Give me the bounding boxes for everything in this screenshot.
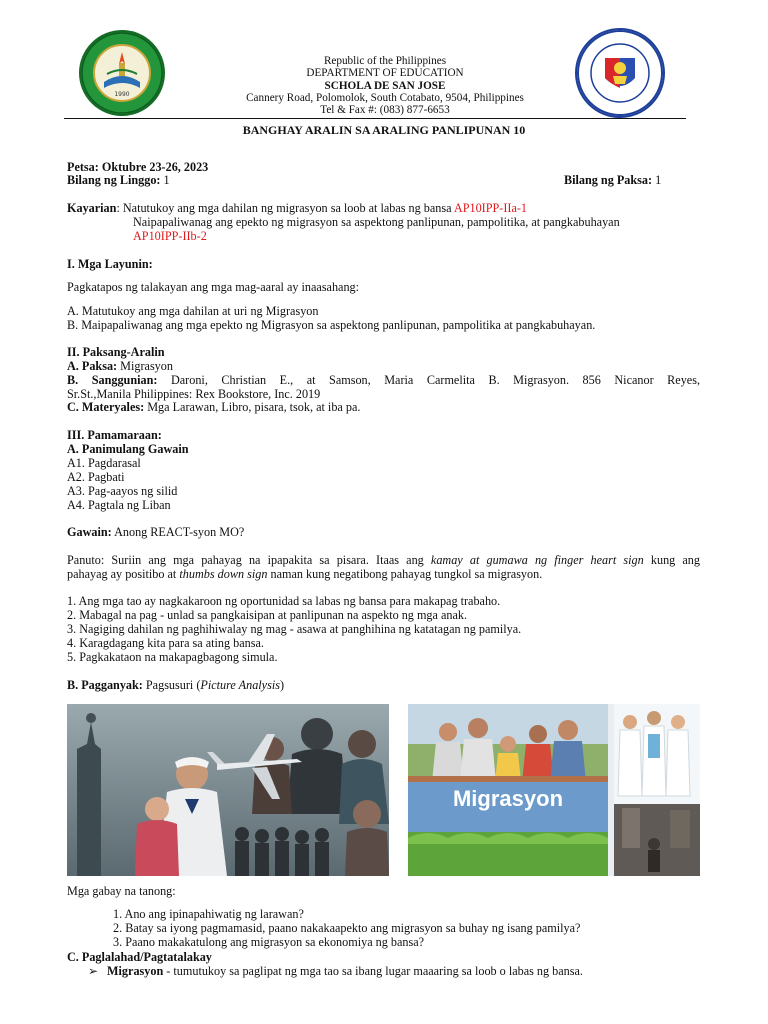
- pagganyak-italic: Picture Analysis: [200, 678, 280, 692]
- kayarian-line1: [67, 201, 527, 215]
- materyales-value: Mga Larawan, Libro, pisara, tsok, at iba pa.: [144, 400, 361, 414]
- gabay-item: 3. Paano makakatulong ang migrasyon sa ekonomiya ng bansa?: [113, 935, 425, 949]
- bilang-linggo-value: 1: [160, 173, 170, 187]
- layunin-intro: Pagkatapos ng talakayan ang mga mag-aaral ay inaasahang:: [67, 280, 360, 294]
- panuto-text: Panuto: Suriin ang mga pahayag na ipapakita sa pisara. Itaas ang: [67, 553, 431, 567]
- layunin-a: A. Matutukoy ang mga dahilan at uri ng Migrasyon: [67, 304, 319, 318]
- statement-item: 1. Ang mga tao ay nagkakaroon ng oportunidad sa labas ng bansa para makapag trabaho.: [67, 594, 501, 608]
- panuto-text: naman kung negatibong pahayag tungkol sa migrasyon.: [267, 567, 543, 581]
- gabay-intro: Mga gabay na tanong:: [67, 884, 176, 898]
- paglalahad-definition: [88, 964, 583, 978]
- panuto-line2: [67, 567, 542, 581]
- panuto-text: kung ang: [643, 553, 700, 567]
- page-title: BANGHAY ARALIN SA ARALING PANLIPUNAN 10: [242, 123, 526, 137]
- gawain-value: Anong REACT-syon MO?: [111, 525, 245, 539]
- sanggunian-line1: [67, 373, 700, 387]
- school-seal-logo: [79, 30, 165, 116]
- gabay-item: 1. Ano ang ipinapahiwatig ng larawan?: [113, 907, 304, 921]
- header-divider: [64, 118, 686, 119]
- svg-text:1990: 1990: [114, 91, 130, 98]
- pamamaraan-item: A1. Pagdarasal: [67, 456, 141, 470]
- petsa: Petsa: Oktubre 23-26, 2023: [67, 160, 209, 174]
- panuto-text: pahayag ay positibo at: [67, 567, 180, 581]
- header-department: DEPARTMENT OF EDUCATION: [306, 67, 464, 79]
- sanggunian-text1: Daroni, Christian E., at Samson, Maria Carmelita B. Migrasyon. 856 Nicanor Reyes,: [157, 373, 701, 387]
- materyales-label: C. Materyales:: [67, 400, 145, 414]
- pagganyak-text: Pagsusuri (: [142, 678, 201, 692]
- statement-item: 4. Karagdagang kita para sa ating bansa.: [67, 636, 264, 650]
- kayarian-text1: : Natutukoy ang mga dahilan ng migrasyon sa loob at labas ng bansa: [116, 201, 454, 215]
- deped-seal-logo: [575, 28, 665, 118]
- layunin-b: B. Maipapaliwanag ang mga epekto ng Migrasyon sa aspektong panlipunan, pampolitika at pangkabuhayan.: [67, 318, 596, 332]
- pamamaraan-item: A2. Pagbati: [67, 470, 125, 484]
- image-caption-migrasyon: Migrasyon: [452, 786, 564, 811]
- bilang-paksa-value: 1: [652, 173, 662, 187]
- gabay-item: 2. Batay sa iyong pagmamasid, paano nakakaapekto ang migrasyon sa buhay ng isang pamilya?: [113, 921, 581, 935]
- panuto-italic: kamay at gumawa ng finger heart sign: [430, 553, 644, 567]
- kayarian-text2: Naipapaliwanag ang epekto ng migrasyon sa aspektong panlipunan, pampolitika, at pangkabuhayan: [133, 215, 620, 229]
- header-telfax: Tel & Fax #: (083) 877-6653: [320, 104, 450, 116]
- kayarian-code1: AP10IPP-IIa-1: [453, 201, 528, 215]
- statement-item: 5. Pagkakataon na makapagbagong simula.: [67, 650, 278, 664]
- kayarian-code2: AP10IPP-IIb-2: [133, 229, 207, 243]
- paksang-aralin-heading: II. Paksang-Aralin: [67, 345, 165, 359]
- kayarian-label: Kayarian: [67, 201, 117, 215]
- bilang-paksa: [564, 173, 661, 187]
- term-migrasyon: Migrasyon: [107, 964, 164, 978]
- panimulang-gawain: A. Panimulang Gawain: [67, 442, 189, 456]
- panuto-line1: [67, 553, 700, 567]
- paksa-value: Migrasyon: [117, 359, 173, 373]
- arrow-bullet-icon: ➢: [88, 964, 99, 978]
- definition-text: - tumutukoy sa paglipat ng mga tao sa ibang lugar maaaring sa loob o labas ng bansa.: [163, 964, 583, 978]
- pamamaraan-item: A3. Pag-aayos ng silid: [67, 484, 178, 498]
- bilang-linggo: [67, 173, 170, 187]
- migrasyon-family-image: [408, 704, 700, 876]
- migration-collage-image: [67, 704, 389, 876]
- header-address: Cannery Road, Polomolok, South Cotabato, 9504, Philippines: [246, 92, 524, 104]
- pagganyak-text: ): [279, 678, 285, 692]
- paksa-line: [67, 359, 173, 373]
- gawain-line: [67, 525, 244, 539]
- paglalahad-heading: C. Paglalahad/Pagtatalakay: [67, 950, 212, 964]
- materyales-line: [67, 400, 360, 414]
- pagganyak-line: [67, 678, 284, 692]
- gawain-label: Gawain:: [67, 525, 112, 539]
- paksa-label: A. Paksa:: [67, 359, 118, 373]
- pamamaraan-heading: III. Pamamaraan:: [67, 428, 162, 442]
- sanggunian-label: B. Sanggunian:: [67, 373, 158, 387]
- panuto-italic: thumbs down sign: [179, 567, 268, 581]
- bilang-paksa-label: Bilang ng Paksa:: [564, 173, 653, 187]
- pagganyak-label: B. Pagganyak:: [67, 678, 143, 692]
- bilang-linggo-label: Bilang ng Linggo:: [67, 173, 161, 187]
- pamamaraan-item: A4. Pagtala ng Liban: [67, 498, 171, 512]
- layunin-heading: I. Mga Layunin:: [67, 257, 153, 271]
- header-school: SCHOLA DE SAN JOSE: [324, 80, 446, 92]
- header-republic: Republic of the Philippines: [323, 55, 447, 67]
- statement-item: 3. Nagiging dahilan ng paghihiwalay ng mag - asawa at panghihina ng katatagan ng pamilya.: [67, 622, 522, 636]
- statement-item: 2. Mabagal na pag - unlad sa pangkaisipan at panlipunan na aspekto ng mga anak.: [67, 608, 468, 622]
- sanggunian-text2: Sr.St.,Manila Philippines: Rex Bookstore, Inc. 2019: [67, 387, 321, 401]
